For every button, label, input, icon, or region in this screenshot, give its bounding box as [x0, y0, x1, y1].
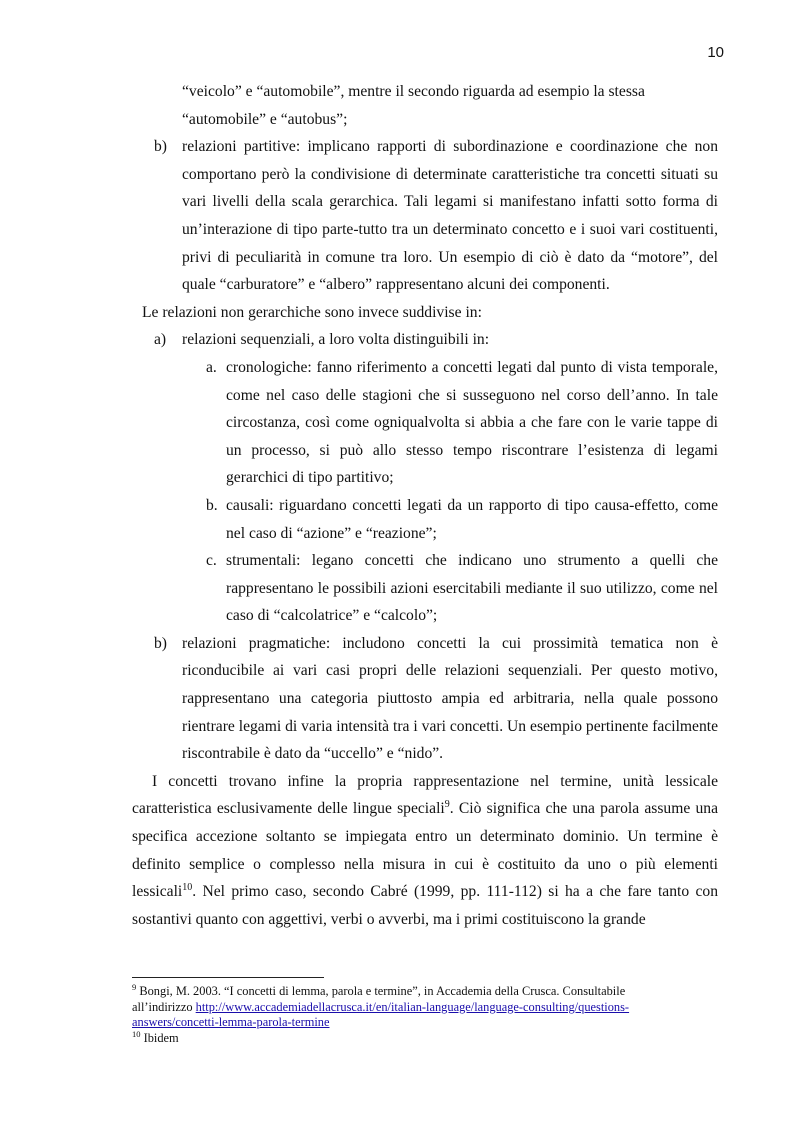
sublist-item-causal: [132, 492, 718, 547]
list-marker: b): [154, 634, 167, 652]
paragraph-concepts-terms: [132, 768, 718, 934]
list-item-partitive-relations: [132, 133, 718, 299]
footnote-9-line-1: [132, 984, 722, 1000]
footnote-separator: [132, 977, 324, 978]
paragraph-continued-line-1: “veicolo” e “automobile”, mentre il secondo riguarda ad esempio la stessa: [182, 83, 645, 100]
footnote-ref-9[interactable]: 9: [444, 799, 450, 811]
paragraph-continued-line-2: “automobile” e “autobus”;: [182, 110, 348, 128]
footnote-ref-10[interactable]: 10: [182, 882, 193, 894]
footnote-9-line-2: [132, 1000, 722, 1016]
sublist-item-text: causali: riguardano concetti legati da un rapporto di tipo causa-effetto, come nel caso di “azione” e “reazione”;: [226, 496, 718, 542]
list-item-sequential-relations: [132, 326, 718, 354]
footnote-9-marker: 9: [132, 982, 137, 992]
sublist-marker: c.: [206, 552, 217, 570]
sublist-item-text: strumentali: legano concetti che indicano uno strumento a quelli che rappresentano le possibili azioni esercitabili mediante il suo utilizzo, come nel caso di “calcolatrice” e “calcolo”;: [226, 552, 718, 625]
footnote-9-link-part-2[interactable]: answers/concetti-lemma-parola-termine: [132, 1015, 330, 1030]
footnote-10-text: Ibidem: [140, 1030, 179, 1045]
list-marker: b): [154, 138, 167, 156]
body-text: [132, 78, 718, 933]
list-item-text: relazioni partitive: implicano rapporti di subordinazione e coordinazione che non comportano però la condivisione di determinate caratteristiche tra concetti situati su vari livelli della scala gerarchica. Tali legami si manifestano infatti sotto forma di un’interazione di tipo parte-tutto tra un determinato concetto e i suoi vari costituenti, privi di peculiarità in comune tra loro. Un esempio di ciò è dato da “motore”, del quale “carburatore” e “albero” rappresentano alcuni dei componenti.: [182, 138, 718, 294]
footnote-9-prefix: all’indirizzo: [132, 999, 196, 1014]
sublist-item-text: cronologiche: fanno riferimento a concetti legati dal punto di vista temporale, come nel caso delle stagioni che si susseguono nel corso dell’anno. In tale circostanza, così come ogniqualvolta si abbia a che fare con le varie tappe di un processo, si può allo stesso tempo riscontrare l’esistenza di legami gerarchici di tipo partitivo;: [226, 358, 718, 487]
page-number: 10: [707, 44, 724, 61]
list-marker: a): [154, 331, 167, 349]
paragraph-text-part-1: I concetti trovano infine la propria rappresentazione nel termine, unità lessicale caratteristica esclusivamente delle lingue speciali: [132, 772, 718, 818]
paragraph-text-part-2: . Ciò significa che una parola assume una specifica accezione soltanto se impiegata entro un determinato dominio. Un termine è definito semplice o complesso nella misura in cui è costituito da uno o più elementi lessicali: [132, 800, 719, 901]
sublist-marker: b.: [206, 496, 218, 514]
list-item-pragmatic-relations: [132, 630, 718, 768]
list-item-text: relazioni sequenziali, a loro volta distinguibili in:: [182, 331, 490, 349]
sublist-item-instrumental: [132, 547, 718, 630]
footnotes: [132, 984, 722, 1046]
list-item-text: relazioni pragmatiche: includono concetti la cui prossimità tematica non è riconducibile ai vari casi propri delle relazioni sequenziali. Per questo motivo, rappresentano una categoria piuttosto ampia ed arbitraria, nella quale possono rientrare legami di varia intensità tra i vari concetti. Un esempio pertinente facilmente riscontrabile è dato da “uccello” e “nido”.: [182, 634, 718, 763]
sublist-item-chronological: [132, 354, 718, 492]
sublist-marker: a.: [206, 358, 217, 376]
footnote-9-line-3: [132, 1015, 722, 1031]
footnote-9-text: Bongi, M. 2003. “I concetti di lemma, parola e termine”, in Accademia della Crusca. Consultabile: [136, 984, 626, 998]
footnote-10: [132, 1028, 722, 1047]
footnote-10-marker: 10: [132, 1028, 141, 1039]
footnote-9-link-part-1[interactable]: http://www.accademiadellacrusca.it/en/italian-language/language-consulting/questions-: [195, 999, 630, 1014]
paragraph-text-part-3: . Nel primo caso, secondo Cabré (1999, pp. 111-112) si ha a che fare tanto con sostantivi quanto con aggettivi, verbi o avverbi, ma i primi costituiscono la grande: [132, 883, 718, 928]
paragraph-intro-non-hierarchical: Le relazioni non gerarchiche sono invece suddivise in:: [142, 303, 482, 321]
